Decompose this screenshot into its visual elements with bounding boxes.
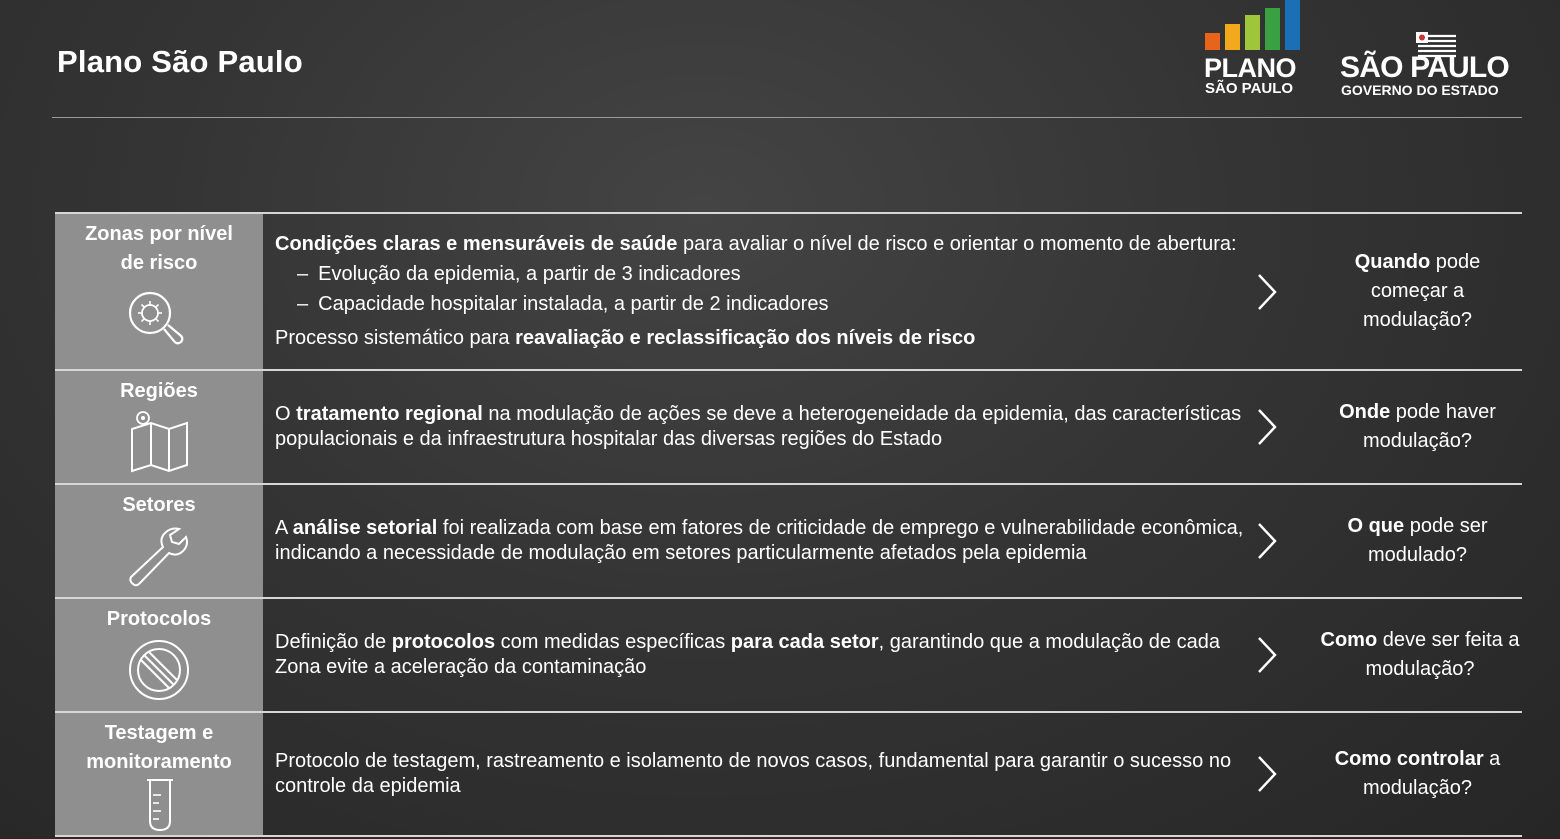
- chevron-right-icon: [1255, 371, 1315, 483]
- desc-text: Definição de: [275, 631, 392, 653]
- logo-sp-text: SÃO PAULO: [1340, 51, 1509, 84]
- logo-bar: [1265, 8, 1280, 50]
- desc-text: A: [275, 517, 293, 539]
- list-item: – Evolução da epidemia, a partir de 3 indicadores: [297, 263, 741, 285]
- desc-text: foi realizada com base em fatores de criticidade de emprego e vulnerabilidade econômica, indicando a necessidade de modulação em setores particularmente afetados pela epidemia: [275, 517, 1244, 564]
- page-title: Plano São Paulo: [57, 44, 303, 79]
- table-row: [55, 369, 1522, 483]
- row-question: [1315, 599, 1527, 711]
- desc-bold: reavaliação e reclassificação dos níveis de risco: [515, 327, 976, 349]
- list-item-text: Capacidade hospitalar instalada, a partir de 2 indicadores: [318, 293, 829, 315]
- table-row: [55, 212, 1522, 369]
- list-item-text: Evolução da epidemia, a partir de 3 indicadores: [318, 263, 741, 285]
- desc-bold: protocolos: [391, 631, 496, 653]
- desc-text: Protocolo de testagem, rastreamento e isolamento de novos casos, fundamental para garantir o sucesso no controle da epidemia: [275, 750, 1232, 797]
- chevron-right-icon: [1255, 485, 1315, 597]
- row-description: [263, 371, 1255, 483]
- desc-text: O: [275, 403, 297, 425]
- table-row: [55, 483, 1522, 597]
- prohibited-icon: [127, 639, 191, 703]
- row-question: [1315, 371, 1522, 483]
- row-label: Regiões: [120, 380, 198, 402]
- logo-bar: [1205, 33, 1220, 50]
- question-text: a modulação?: [1363, 748, 1501, 799]
- row-label-cell: [55, 371, 263, 483]
- question-bold: Quando: [1354, 251, 1431, 273]
- question-bold: Como controlar: [1334, 748, 1484, 770]
- desc-text: na modulação de ações se deve a heterogeneidade da epidemia, das características populacionais e da infraestrutura hospitalar das diversas regiões do Estado: [275, 403, 1242, 450]
- map-icon: [129, 409, 193, 473]
- row-question: [1315, 485, 1522, 597]
- logo-sp-subtext: GOVERNO DO ESTADO: [1341, 82, 1499, 98]
- row-label: Testagem e monitoramento: [86, 722, 232, 773]
- chevron-right-icon: [1255, 599, 1315, 711]
- logo-plano-subtext: SÃO PAULO: [1205, 80, 1294, 97]
- row-label: Setores: [122, 494, 196, 516]
- row-description: [263, 485, 1255, 597]
- table-row: [55, 597, 1522, 711]
- plan-table: [55, 212, 1522, 837]
- desc-bold: tratamento regional: [296, 403, 483, 425]
- desc-bold: para cada setor: [730, 631, 879, 653]
- table-row: [55, 711, 1522, 837]
- logo-bar: [1245, 15, 1260, 50]
- row-label: Protocolos: [106, 608, 212, 630]
- row-label-cell: [55, 599, 263, 711]
- chevron-right-icon: [1255, 713, 1315, 835]
- row-question: [1315, 713, 1522, 835]
- desc-text: com medidas específicas: [495, 631, 731, 653]
- test-tube-icon: [145, 777, 175, 833]
- question-text: deve ser feita a modulação?: [1365, 629, 1520, 680]
- row-label-cell: [55, 713, 263, 835]
- question-text: pode ser modulado?: [1368, 515, 1488, 566]
- row-question: [1315, 214, 1522, 369]
- desc-bold: análise setorial: [292, 517, 438, 539]
- row-description: [263, 599, 1255, 711]
- question-text: pode haver modulação?: [1363, 401, 1496, 452]
- row-description: [263, 713, 1255, 835]
- desc-text: Processo sistemático para: [275, 327, 516, 349]
- question-bold: O que: [1347, 515, 1405, 537]
- question-bold: Como: [1320, 629, 1378, 651]
- row-description: [263, 214, 1255, 369]
- logo-bar: [1285, 0, 1300, 50]
- desc-bold: Condições claras e mensuráveis de saúde: [275, 233, 678, 255]
- row-label-cell: [55, 214, 263, 369]
- virus-magnifier-icon: [125, 288, 189, 352]
- header-divider: [52, 117, 1522, 118]
- list-item: – Capacidade hospitalar instalada, a partir de 2 indicadores: [297, 293, 829, 315]
- desc-text: , garantindo que a modulação de cada Zona evite a aceleração da contaminação: [275, 631, 1220, 678]
- logo-bar: [1225, 24, 1240, 50]
- governo-sp-logo: [1340, 28, 1525, 100]
- chevron-right-icon: [1255, 214, 1315, 369]
- question-text: pode começar a modulação?: [1363, 251, 1481, 331]
- desc-text: para avaliar o nível de risco e orientar o momento de abertura:: [677, 233, 1237, 255]
- row-label-cell: [55, 485, 263, 597]
- logo-plano-text: PLANO: [1204, 53, 1296, 83]
- wrench-icon: [127, 525, 191, 589]
- row-label: Zonas por nível de risco: [85, 223, 233, 274]
- question-bold: Onde: [1339, 401, 1391, 423]
- plano-sao-paulo-logo: [1204, 0, 1304, 100]
